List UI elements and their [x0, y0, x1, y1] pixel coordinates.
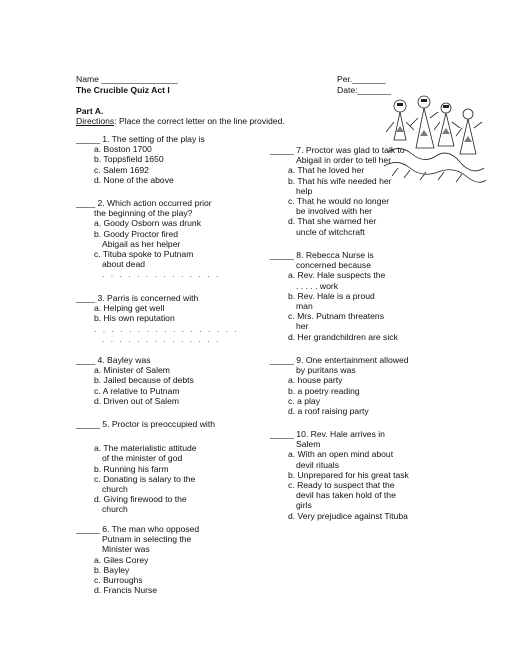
- question-8-stem-cont: concerned because: [296, 260, 372, 271]
- q5-option-c-cont: church: [102, 484, 128, 495]
- q5-option-c: c. Donating is salary to the: [94, 473, 196, 484]
- question-3: [76, 293, 239, 344]
- question-6: [76, 524, 199, 595]
- date-field-label: Date:_______: [337, 85, 391, 95]
- q8-option-a: a. Rev. Hale suspects the: [288, 270, 386, 281]
- q10-option-b: b. Unprepared for his great task: [288, 469, 409, 480]
- q1-option-a: a. Boston 1700: [94, 144, 152, 155]
- question-10-stem: _____ 10. Rev. Hale arrives in: [270, 429, 385, 439]
- question-7-stem-cont: Abigail in order to tell her: [296, 155, 392, 166]
- question-2-stem: ____ 2. Which action occurred prior: [76, 198, 212, 208]
- q7-option-c-cont: be involved with her: [296, 206, 372, 217]
- question-6-stem-cont-2: Minister was: [102, 544, 150, 555]
- q3-faint-dots-1: . . . . . . . . . . . . . . . . .: [94, 323, 239, 334]
- question-10: [270, 429, 409, 521]
- question-9: [270, 355, 409, 416]
- q10-option-a-cont: devil rituals: [296, 459, 339, 470]
- q7-option-b-cont: help: [296, 185, 313, 196]
- question-4-stem: ____ 4. Bayley was: [76, 355, 151, 365]
- question-10-stem-cont: Salem: [296, 439, 321, 450]
- q7-option-c: c. That he would no longer: [288, 196, 390, 207]
- question-7: [270, 145, 405, 237]
- q4-option-c: c. A relative to Putnam: [94, 385, 180, 396]
- q8-option-c: c. Mrs. Putnam threatens: [288, 311, 384, 322]
- q4-option-b: b. Jailed because of debts: [94, 375, 194, 386]
- q5-option-b: b. Running his farm: [94, 463, 169, 474]
- part-heading: Part A.: [76, 106, 104, 116]
- q6-option-c: c. Burroughs: [94, 575, 143, 586]
- q5-option-a: a. The materialistic attitude: [94, 443, 197, 454]
- q4-option-a: a. Minister of Salem: [94, 365, 170, 376]
- quiz-title: The Crucible Quiz Act I: [76, 85, 170, 95]
- q1-option-c: c. Salem 1692: [94, 164, 149, 175]
- q5-option-a-cont: of the minister of god: [102, 453, 183, 464]
- q1-option-d: d. None of the above: [94, 174, 174, 185]
- q10-option-c: c. Ready to suspect that the: [288, 480, 395, 491]
- directions-text: : Place the correct letter on the line provided.: [114, 116, 285, 126]
- q2-option-c-cont: about dead: [102, 259, 146, 270]
- q2-option-c: c. Tituba spoke to Putnam: [94, 249, 194, 260]
- question-5: [76, 419, 215, 515]
- q9-option-d: d. a roof raising party: [288, 406, 369, 417]
- q9-option-b: b. a poetry reading: [288, 385, 360, 396]
- q3-option-a: a. Helping get well: [94, 303, 165, 314]
- question-9-stem-cont: by puritans was: [296, 365, 356, 376]
- question-4: [76, 355, 194, 406]
- q8-option-a-cont: . . . . . work: [296, 280, 339, 291]
- question-1: [76, 134, 205, 185]
- question-6-stem: _____ 6. The man who opposed: [76, 524, 200, 534]
- q3-faint-dots-2: . . . . . . . . . . . . . .: [102, 333, 221, 344]
- q6-option-a: a. Giles Corey: [94, 554, 149, 565]
- q4-option-d: d. Driven out of Salem: [94, 395, 180, 406]
- question-1-stem: _____ 1. The setting of the play is: [76, 134, 205, 144]
- q2-option-b-cont: Abigail as her helper: [102, 238, 181, 249]
- q7-option-d: d. That she warned her: [288, 216, 377, 227]
- q5-option-d: d. Giving firewood to the: [94, 494, 187, 505]
- question-8: [270, 250, 398, 342]
- name-field-label: Name ________________: [76, 74, 178, 84]
- q7-option-b: b. That his wife needed her: [288, 175, 392, 186]
- directions: [76, 116, 285, 126]
- question-6-stem-cont-1: Putnam in selecting the: [102, 534, 192, 545]
- q8-option-b: b. Rev. Hale is a proud: [288, 290, 375, 301]
- question-5-stem: _____ 5. Proctor is preoccupied with: [76, 419, 216, 429]
- question-3-stem: ____ 3. Parris is concerned with: [76, 293, 199, 303]
- question-2: [76, 198, 220, 280]
- question-8-stem: _____ 8. Rebecca Nurse is: [270, 250, 374, 260]
- q5-option-d-cont: church: [102, 504, 128, 515]
- q10-option-c-cont-2: girls: [296, 500, 312, 511]
- q10-option-c-cont-1: devil has taken hold of the: [296, 490, 396, 501]
- directions-label: Directions: [76, 116, 115, 126]
- q9-option-a: a. house party: [288, 375, 343, 386]
- q8-option-b-cont: man: [296, 301, 313, 312]
- q7-option-d-cont: uncle of witchcraft: [296, 226, 365, 237]
- q3-option-b: b. His own reputation: [94, 313, 175, 324]
- q6-option-d: d. Francis Nurse: [94, 585, 158, 596]
- q10-option-d: d. Very prejudice against Tituba: [288, 510, 408, 521]
- q10-option-a: a. With an open mind about: [288, 449, 394, 460]
- q8-option-d: d. Her grandchildren are sick: [288, 331, 398, 342]
- question-2-stem-cont: the beginning of the play?: [94, 208, 193, 219]
- question-9-stem: _____ 9. One entertainment allowed: [270, 355, 409, 365]
- q2-faint-dots: . . . . . . . . . . . . . .: [102, 269, 221, 280]
- q8-option-c-cont: her: [296, 321, 309, 332]
- q1-option-b: b. Toppsfield 1650: [94, 154, 164, 165]
- q6-option-b: b. Bayley: [94, 564, 130, 575]
- q7-option-a: a. That he loved her: [288, 165, 365, 176]
- q2-option-a: a. Goody Osborn was drunk: [94, 218, 201, 229]
- period-field-label: Per._______: [337, 74, 386, 84]
- question-7-stem: _____ 7. Proctor was glad to talk to: [270, 145, 405, 155]
- q9-option-c: c. a play: [288, 395, 321, 406]
- q2-option-b: b. Goody Proctor fired: [94, 228, 179, 239]
